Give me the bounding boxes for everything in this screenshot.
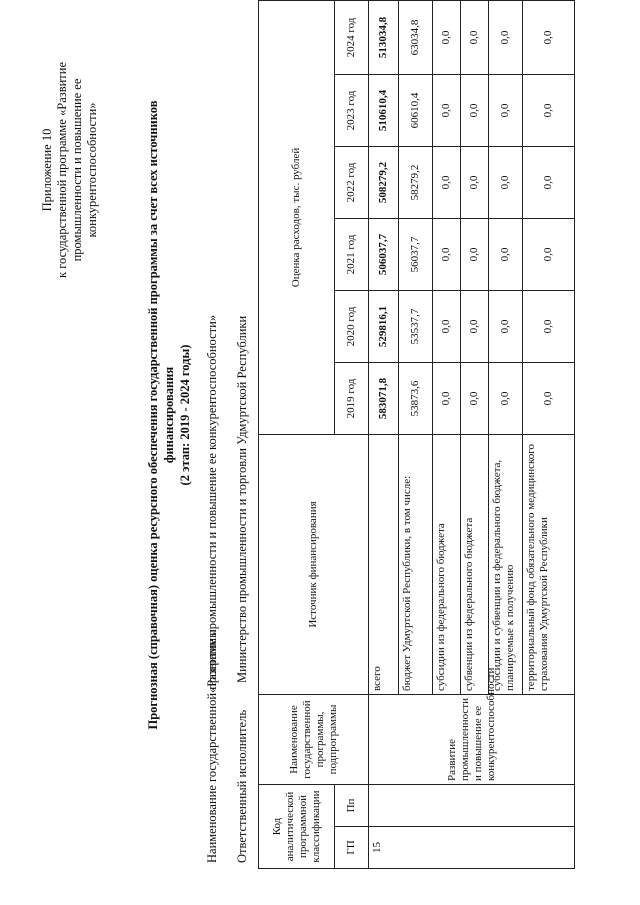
value-cell: 0,0: [461, 219, 489, 291]
value-cell: 0,0: [489, 75, 523, 147]
value-cell: 0,0: [523, 147, 575, 219]
year-2021: 2021 год: [335, 219, 369, 291]
value-cell: 0,0: [523, 291, 575, 363]
value-cell: 506037,7: [369, 219, 399, 291]
value-cell: 0,0: [433, 147, 461, 219]
value-cell: 53873,6: [399, 363, 433, 435]
source-cell: субсидии и субвенции из федерального бюджета, планируемые к получению: [489, 435, 523, 695]
value-cell: 0,0: [461, 291, 489, 363]
cost-header: Оценка расходов, тыс. рублей: [259, 0, 335, 434]
value-cell: 508279,2: [369, 147, 399, 219]
executor-value: Министерство промышленности и торговли Удмуртской Республики: [235, 315, 249, 683]
pp-cell: [369, 785, 575, 827]
source-cell: всего: [369, 435, 399, 695]
value-cell: 0,0: [489, 363, 523, 435]
title-line: (2 этап: 2019 - 2024 годы): [178, 344, 192, 486]
source-cell: субвенции из федерального бюджета: [461, 435, 489, 695]
value-cell: 0,0: [433, 291, 461, 363]
value-cell: 0,0: [489, 219, 523, 291]
value-cell: 58279,2: [399, 147, 433, 219]
source-header: Источник финансирования: [259, 435, 369, 695]
value-cell: 0,0: [523, 219, 575, 291]
value-cell: 0,0: [523, 0, 575, 74]
program-value: «Развитие промышленности и повышение ее конкурентоспособности»: [205, 314, 219, 693]
executor-label: Ответственный исполнитель: [235, 709, 249, 863]
value-cell: 0,0: [433, 0, 461, 74]
program-label: Наименование государственной программы: [205, 629, 219, 863]
appendix-line: конкурентоспособности»: [85, 102, 99, 238]
value-cell: 53537,7: [399, 291, 433, 363]
value-cell: 0,0: [433, 363, 461, 435]
source-cell: территориальный фонд обязательного медицинского страхования Удмуртской Республики: [523, 435, 575, 695]
appendix-line: к государственной программе «Развитие: [55, 62, 69, 278]
gp-cell: 15: [369, 827, 575, 869]
source-cell: субсидии из федерального бюджета: [433, 435, 461, 695]
value-cell: 0,0: [489, 147, 523, 219]
value-cell: 0,0: [523, 363, 575, 435]
value-cell: 63034,8: [399, 0, 433, 74]
document-title: [145, 65, 193, 765]
value-cell: 0,0: [461, 363, 489, 435]
value-cell: 0,0: [433, 75, 461, 147]
gp-header: ГП: [335, 827, 369, 869]
value-cell: 0,0: [489, 0, 523, 74]
value-cell: 583071,8: [369, 363, 399, 435]
year-2024: 2024 год: [335, 0, 369, 74]
year-2022: 2022 год: [335, 147, 369, 219]
value-cell: 529816,1: [369, 291, 399, 363]
executor-row: [235, 315, 250, 863]
value-cell: 56037,7: [399, 219, 433, 291]
appendix-line: Приложение 10: [40, 128, 54, 212]
source-cell: бюджет Удмуртской Республики, в том числе:: [399, 435, 433, 695]
value-cell: 513034,8: [369, 0, 399, 74]
table-row: [369, 0, 399, 868]
value-cell: 0,0: [461, 147, 489, 219]
program-name-row: [205, 314, 220, 863]
appendix-note: [40, 20, 100, 320]
pp-header: Пп: [335, 785, 369, 827]
program-name-cell: Развитие промышленности и повышение ее конкурентоспособности: [369, 695, 575, 785]
value-cell: 0,0: [433, 219, 461, 291]
title-line: Прогнозная (справочная) оценка ресурсного обеспечения государственной программы за счет всех источников финансирования: [146, 100, 176, 730]
value-cell: 0,0: [461, 0, 489, 74]
value-cell: 60610,4: [399, 75, 433, 147]
year-2019: 2019 год: [335, 363, 369, 435]
funding-table: [258, 0, 575, 869]
value-cell: 510610,4: [369, 75, 399, 147]
year-2020: 2020 год: [335, 291, 369, 363]
name-header: Наименование государственной программы, подпрограммы: [259, 695, 369, 785]
year-2023: 2023 год: [335, 75, 369, 147]
value-cell: 0,0: [489, 291, 523, 363]
value-cell: 0,0: [523, 75, 575, 147]
appendix-line: промышленности и повышение ее: [70, 78, 84, 262]
code-header: Код аналитической программной классификации: [259, 785, 335, 869]
value-cell: 0,0: [461, 75, 489, 147]
